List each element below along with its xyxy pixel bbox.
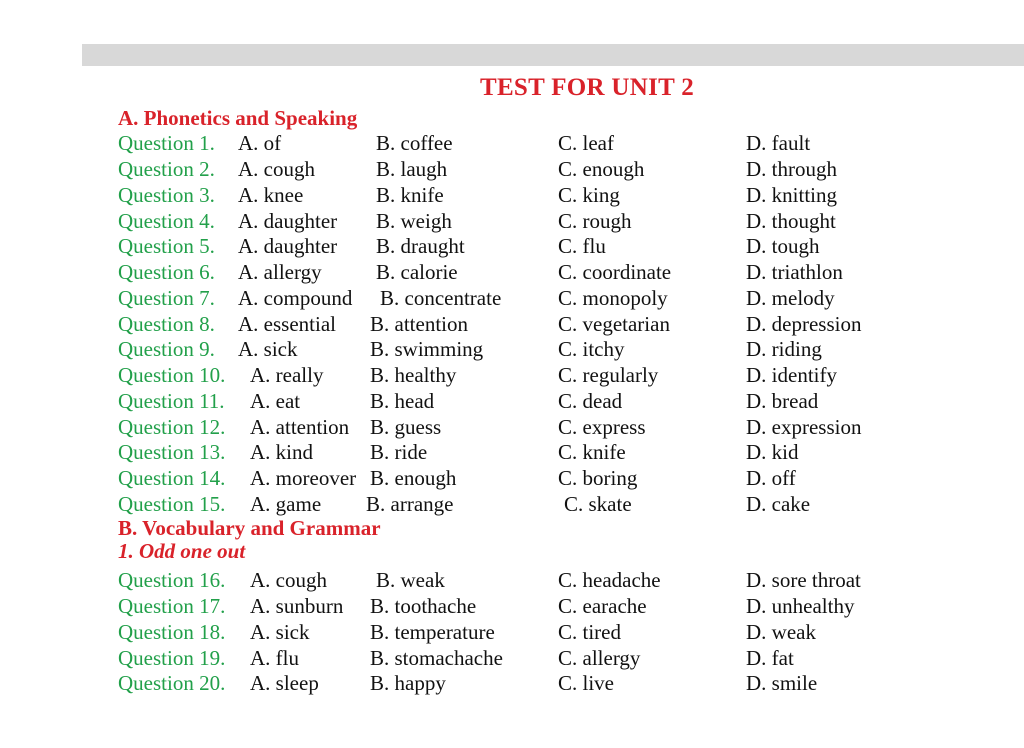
option-c: C. leaf (558, 131, 614, 155)
option-b: B. enough (370, 466, 457, 490)
question-label: Question 8. (118, 312, 215, 336)
option-d: D. triathlon (746, 260, 843, 284)
option-d: D. smile (746, 671, 818, 695)
option-c: C. tired (558, 620, 621, 644)
option-c: C. skate (564, 492, 632, 516)
option-b: B. attention (370, 312, 468, 336)
question-row (0, 414, 1024, 440)
option-c: C. earache (558, 594, 647, 618)
option-d: D. depression (746, 312, 862, 336)
option-b: B. temperature (370, 620, 495, 644)
option-a: A. allergy (238, 260, 322, 284)
question-label: Question 9. (118, 337, 215, 361)
option-d: D. riding (746, 337, 822, 361)
option-b: B. guess (370, 415, 442, 439)
option-c: C. live (558, 671, 614, 695)
option-c: C. allergy (558, 646, 641, 670)
question-label: Question 6. (118, 260, 215, 284)
option-c: C. regularly (558, 363, 659, 387)
option-a: A. compound (238, 286, 353, 310)
option-a: A. sunburn (250, 594, 344, 618)
option-d: D. kid (746, 440, 799, 464)
option-b: B. weigh (376, 209, 452, 233)
question-label: Question 5. (118, 234, 215, 258)
option-a: A. of (238, 131, 282, 155)
option-c: C. enough (558, 157, 645, 181)
option-a: A. game (250, 492, 322, 516)
option-b: B. arrange (366, 492, 454, 516)
question-row (0, 439, 1024, 465)
question-row (0, 311, 1024, 337)
option-a: A. cough (250, 568, 327, 592)
option-b: B. coffee (376, 131, 453, 155)
question-row (0, 336, 1024, 362)
option-c: C. headache (558, 568, 661, 592)
option-a: A. cough (238, 157, 315, 181)
question-label: Question 15. (118, 492, 226, 516)
option-a: A. flu (250, 646, 299, 670)
option-d: D. cake (746, 492, 811, 516)
option-a: A. sleep (250, 671, 319, 695)
option-a: A. attention (250, 415, 350, 439)
option-c: C. vegetarian (558, 312, 670, 336)
question-label: Question 17. (118, 594, 226, 618)
page-title: TEST FOR UNIT 2 (479, 74, 695, 101)
question-label: Question 13. (118, 440, 226, 464)
question-label: Question 7. (118, 286, 215, 310)
question-row (0, 156, 1024, 182)
question-row (0, 362, 1024, 388)
option-d: D. unhealthy (746, 594, 855, 618)
option-a: A. kind (250, 440, 313, 464)
question-row (0, 388, 1024, 414)
question-label: Question 11. (118, 389, 225, 413)
option-c: C. dead (558, 389, 623, 413)
option-d: D. tough (746, 234, 820, 258)
option-d: D. melody (746, 286, 835, 310)
option-b: B. happy (370, 671, 446, 695)
option-d: D. fault (746, 131, 811, 155)
option-d: D. bread (746, 389, 819, 413)
question-row (0, 670, 1024, 696)
question-label: Question 4. (118, 209, 215, 233)
section-b-heading: B. Vocabulary and Grammar (118, 516, 381, 540)
option-c: C. flu (558, 234, 606, 258)
question-row (0, 645, 1024, 671)
question-row (0, 130, 1024, 156)
top-bar (82, 44, 1024, 66)
question-label: Question 12. (118, 415, 226, 439)
option-b: B. knife (376, 183, 444, 207)
question-label: Question 3. (118, 183, 215, 207)
question-row (0, 182, 1024, 208)
option-b: B. stomachache (370, 646, 503, 670)
option-a: A. daughter (238, 209, 338, 233)
option-a: A. moreover (250, 466, 357, 490)
option-c: C. monopoly (558, 286, 668, 310)
option-b: B. calorie (376, 260, 458, 284)
option-d: D. thought (746, 209, 836, 233)
question-row (0, 567, 1024, 593)
question-row (0, 465, 1024, 491)
option-d: D. expression (746, 415, 862, 439)
question-row (0, 259, 1024, 285)
question-label: Question 18. (118, 620, 226, 644)
option-a: A. really (250, 363, 324, 387)
question-row (0, 491, 1024, 517)
option-a: A. eat (250, 389, 301, 413)
section-a-heading: A. Phonetics and Speaking (118, 106, 358, 130)
option-d: D. sore throat (746, 568, 861, 592)
option-b: B. weak (376, 568, 445, 592)
option-d: D. identify (746, 363, 837, 387)
question-label: Question 10. (118, 363, 226, 387)
option-c: C. rough (558, 209, 632, 233)
option-b: B. concentrate (380, 286, 502, 310)
option-b: B. head (370, 389, 435, 413)
question-label: Question 2. (118, 157, 215, 181)
option-d: D. fat (746, 646, 794, 670)
option-c: C. king (558, 183, 620, 207)
option-d: D. knitting (746, 183, 838, 207)
question-row (0, 619, 1024, 645)
option-c: C. itchy (558, 337, 625, 361)
option-d: D. through (746, 157, 837, 181)
option-b: B. toothache (370, 594, 477, 618)
option-c: C. knife (558, 440, 626, 464)
option-a: A. daughter (238, 234, 338, 258)
question-row (0, 208, 1024, 234)
question-label: Question 14. (118, 466, 226, 490)
option-b: B. draught (376, 234, 465, 258)
option-a: A. essential (238, 312, 336, 336)
question-label: Question 19. (118, 646, 226, 670)
question-label: Question 20. (118, 671, 226, 695)
option-c: C. boring (558, 466, 638, 490)
question-label: Question 1. (118, 131, 215, 155)
option-d: D. weak (746, 620, 816, 644)
question-label: Question 16. (118, 568, 226, 592)
option-b: B. laugh (376, 157, 448, 181)
option-a: A. sick (250, 620, 310, 644)
option-d: D. off (746, 466, 796, 490)
option-b: B. swimming (370, 337, 484, 361)
option-b: B. ride (370, 440, 428, 464)
option-a: A. sick (238, 337, 298, 361)
question-row (0, 285, 1024, 311)
option-b: B. healthy (370, 363, 457, 387)
option-a: A. knee (238, 183, 304, 207)
option-c: C. express (558, 415, 646, 439)
question-row (0, 233, 1024, 259)
section-b-subheading: 1. Odd one out (118, 539, 246, 563)
option-c: C. coordinate (558, 260, 672, 284)
question-row (0, 593, 1024, 619)
